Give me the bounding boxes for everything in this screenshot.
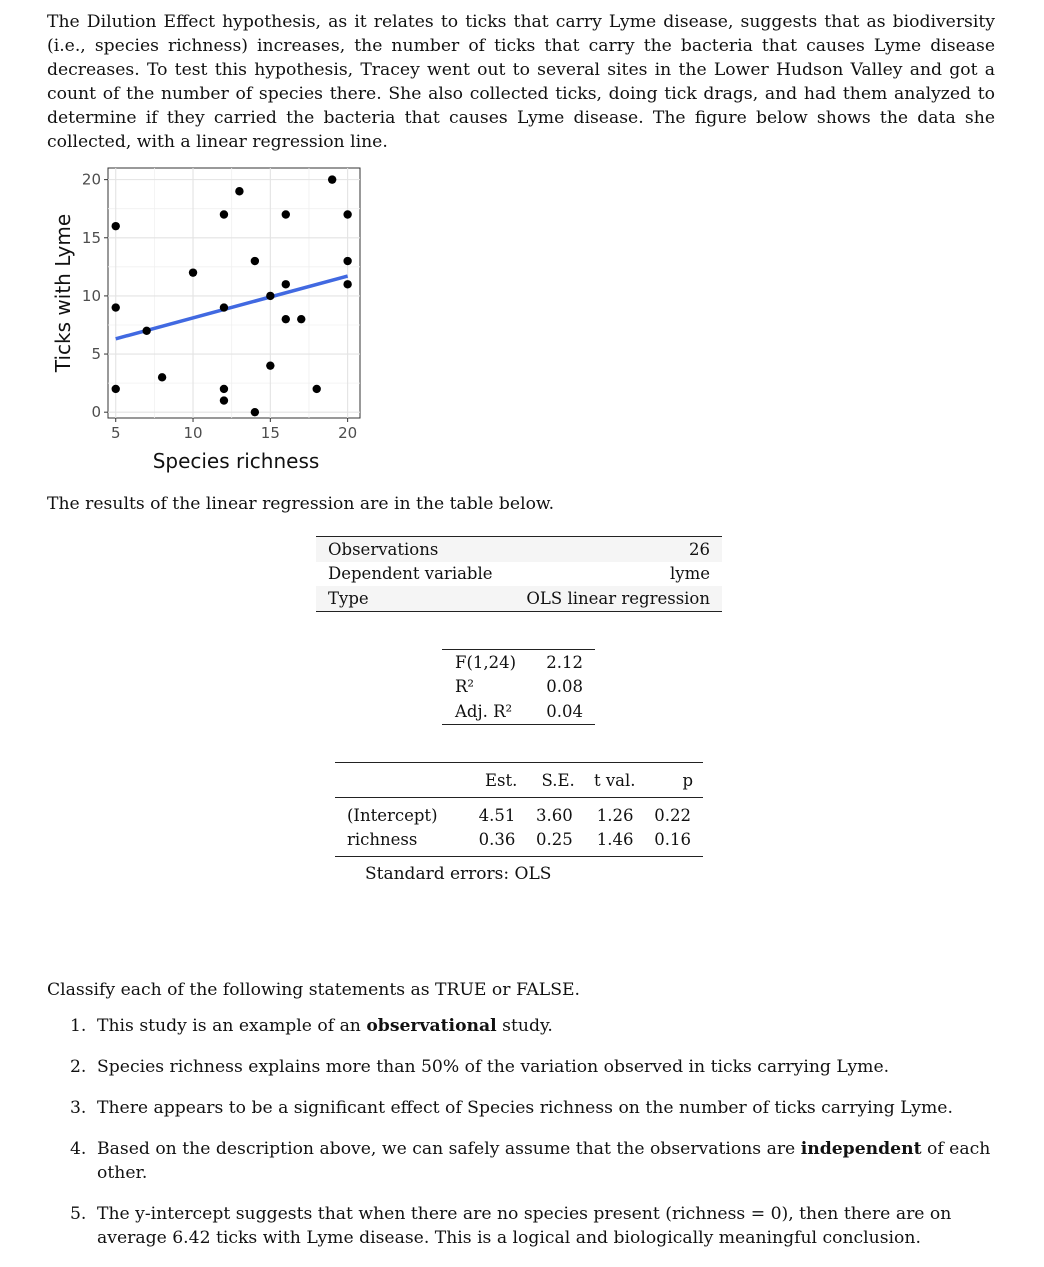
coef-std-error: 3.60 [536, 805, 573, 825]
y-tick-label: 15 [81, 228, 101, 247]
results-intro: The results of the linear regression are in the table below. [47, 494, 555, 514]
model-info-value: 26 [509, 537, 722, 562]
model-info-value: OLS linear regression [509, 586, 722, 611]
coef-header-row [335, 763, 703, 798]
statement-item [47, 1137, 995, 1185]
statement-emphasis: observational [366, 1016, 497, 1036]
statement-text: The y-intercept suggests that when there are no species present (richness = 0), then there are on average 6.42 ticks with Lyme disease. This is a logical and biologically meaningful conclusion. [97, 1204, 952, 1248]
statement-text: There appears to be a significant effect of Species richness on the number of ticks carrying Lyme. [97, 1098, 953, 1118]
x-axis-label: Species richness [152, 449, 320, 473]
statement-item [47, 1202, 995, 1250]
y-tick-label: 10 [81, 286, 101, 305]
data-point [328, 175, 336, 183]
model-info-row [316, 537, 722, 562]
statement-number: 4. [70, 1139, 87, 1159]
y-axis-label: Ticks with Lyme [51, 213, 75, 373]
fit-stat-label: Adj. R² [455, 701, 513, 721]
data-point [313, 385, 321, 393]
data-point [220, 396, 228, 404]
data-point [251, 257, 259, 265]
y-tick-label: 5 [91, 345, 101, 364]
data-point [220, 303, 228, 311]
coef-p-value: 0.22 [654, 805, 691, 825]
statement-number: 2. [70, 1057, 87, 1077]
data-point [235, 187, 243, 195]
data-point [297, 315, 305, 323]
statement-list [47, 1014, 995, 1267]
data-point [112, 385, 120, 393]
data-point [266, 292, 274, 300]
data-point [112, 303, 120, 311]
model-info-label: Type [316, 586, 509, 611]
fit-stat-value: 0.08 [546, 677, 583, 697]
coef-estimate: 0.36 [478, 829, 516, 849]
statement-text-end: of each other. [97, 1139, 991, 1183]
model-info-row [316, 586, 722, 611]
y-tick-label: 0 [91, 403, 101, 422]
instructions: Classify each of the following statements as TRUE or FALSE. [47, 980, 581, 1000]
intro-paragraph: The Dilution Effect hypothesis, as it relates to ticks that carry Lyme disease, suggests that as biodiversity (i.e., species richness) increases, the number of ticks that carry the bacteria that causes Lyme disease decreases. To test this hypothesis, Tracey went out to several sites in the Lower Hudson Valley and got a count of the number of species there. She also collected ticks, doing tick drags, and had them analyzed to determine if they carried the bacteria that causes Lyme disease. The figure below shows the data she collected, with a linear regression line. [47, 12, 995, 152]
statement-text-end: study. [496, 1016, 553, 1036]
data-point [220, 385, 228, 393]
statement-text: This study is an example of an [97, 1016, 367, 1036]
data-point [343, 210, 351, 218]
model-info-value: lyme [669, 564, 710, 584]
coef-estimate: 4.51 [478, 805, 516, 825]
scatter-plot [40, 160, 370, 475]
statement-number: 5. [70, 1204, 87, 1224]
x-tick-label: 20 [338, 424, 358, 442]
x-tick-label: 5 [110, 424, 121, 442]
fit-stat-label: R² [455, 677, 475, 697]
statement-text: Based on the description above, we can safely assume that the observations are [97, 1139, 801, 1159]
coef-column-header: Est. [484, 770, 518, 790]
data-point [112, 222, 120, 230]
statement-emphasis: independent [800, 1139, 922, 1159]
data-point [343, 280, 351, 288]
coef-term: (Intercept) [347, 805, 438, 825]
model-fit-table [442, 649, 595, 725]
model-info-label: Observations [316, 537, 509, 562]
fit-stat-row [442, 699, 595, 724]
data-point [282, 210, 290, 218]
data-point [220, 210, 228, 218]
coef-column-header [335, 763, 470, 798]
data-point [266, 361, 274, 369]
statement-number: 1. [70, 1016, 87, 1036]
standard-errors-note: Standard errors: OLS [365, 864, 552, 884]
coef-t-value: 1.46 [596, 829, 634, 849]
coef-term: richness [347, 829, 418, 849]
coef-column-header: p [682, 770, 693, 790]
x-tick-label: 10 [183, 424, 203, 442]
fit-stat-label: F(1,24) [455, 652, 517, 672]
statement-number: 3. [70, 1098, 87, 1118]
model-info-label: Dependent variable [328, 564, 493, 584]
data-point [189, 268, 197, 276]
fit-stat-value: 0.04 [546, 701, 583, 721]
coef-column-header: t val. [593, 770, 636, 790]
fit-stat-value: 2.12 [546, 652, 583, 672]
coef-std-error: 0.25 [536, 829, 573, 849]
model-info-table [316, 536, 722, 612]
fit-stat-row [442, 650, 595, 675]
statement-text: Species richness explains more than 50% of the variation observed in ticks carrying Lyme. [97, 1057, 890, 1077]
statement-item [47, 1055, 995, 1079]
coefficients-table [335, 762, 703, 857]
model-info-row [316, 562, 722, 587]
data-point [282, 280, 290, 288]
coef-p-value: 0.16 [654, 829, 691, 849]
coef-row [335, 827, 703, 857]
coef-t-value: 1.26 [596, 805, 634, 825]
plot-panel [108, 168, 360, 418]
data-point [343, 257, 351, 265]
data-point [158, 373, 166, 381]
coef-column-header: S.E. [541, 770, 575, 790]
coef-row [335, 798, 703, 828]
data-point [251, 408, 259, 416]
data-point [282, 315, 290, 323]
data-point [142, 327, 150, 335]
y-tick-label: 20 [81, 170, 101, 189]
statement-item [47, 1096, 995, 1120]
x-tick-label: 15 [260, 424, 280, 442]
statement-item [47, 1014, 995, 1038]
fit-stat-row [442, 675, 595, 700]
